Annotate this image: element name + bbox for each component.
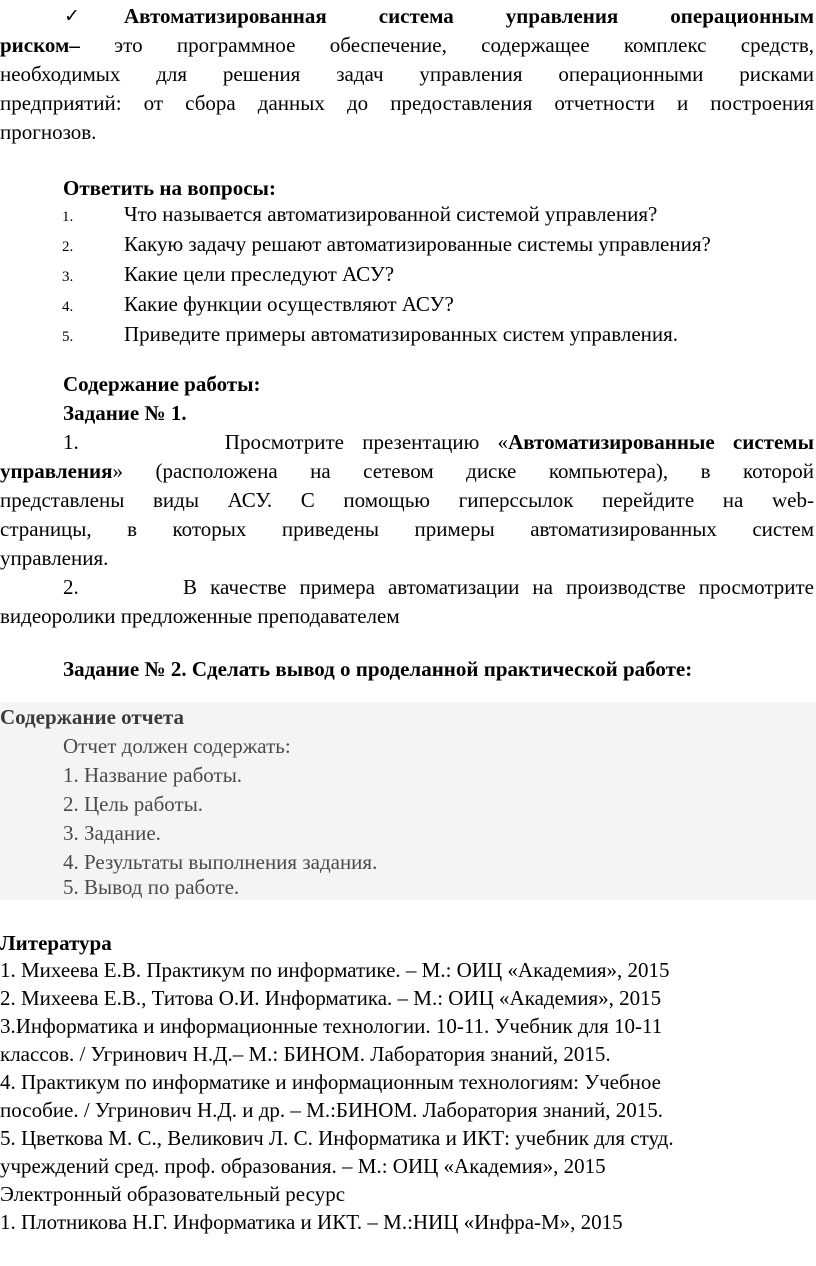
report-item: 1. Название работы.	[63, 763, 243, 787]
question-text: Что называется автоматизированной системой управления?	[124, 202, 658, 226]
report-item: 5. Вывод по работе.	[63, 875, 240, 899]
literature-line: 1. Плотникова Н.Г. Информатика и ИКТ. – М.:НИЦ «Инфра-М», 2015	[0, 1210, 623, 1234]
questions-heading: Ответить на вопросы:	[63, 176, 276, 200]
literature-heading: Литература	[0, 931, 112, 955]
question-number: 3.	[62, 269, 74, 285]
work-heading: Содержание работы:	[63, 372, 261, 396]
report-title: Содержание отчета	[0, 705, 184, 729]
literature-line: пособие. / Угринович Н.Д. и др. – М.:БИНОМ. Лаборатория знаний, 2015.	[0, 1098, 664, 1122]
question-text: Какую задачу решают автоматизированные системы управления?	[124, 232, 711, 256]
presentation-title-end: управления	[0, 459, 113, 483]
presentation-title: Автоматизированные системы	[508, 430, 814, 454]
question-text: Какие цели преследуют АСУ?	[124, 262, 395, 286]
literature-line: 2. Михеева Е.В., Титова О.И. Информатика. – М.: ОИЦ «Академия», 2015	[0, 986, 662, 1010]
literature-line: 4. Практикум по информатике и информационным технологиям: Учебное	[0, 1070, 661, 1094]
question-text: Приведите примеры автоматизированных систем управления.	[124, 322, 679, 346]
task1-line-3: представлены виды АСУ. С помощью гиперссылок перейдите на web-	[0, 488, 814, 512]
report-intro: Отчет должен содержать:	[63, 734, 291, 758]
definition-line-2: риском– это программное обеспечение, содержащее комплекс средств,	[0, 33, 814, 57]
task1-line-2: управления» (расположена на сетевом диске компьютера), в которой	[0, 459, 814, 483]
question-text: Какие функции осуществляют АСУ?	[124, 292, 454, 316]
definition-term: Автоматизированная система управления операционным	[124, 4, 814, 28]
literature-subheading: Электронный образовательный ресурс	[0, 1182, 346, 1206]
report-item: 3. Задание.	[63, 821, 161, 845]
report-item: 4. Результаты выполнения задания.	[63, 850, 378, 874]
literature-line: учреждений сред. проф. образования. – М.: ОИЦ «Академия», 2015	[0, 1154, 606, 1178]
definition-line-5: прогнозов.	[0, 120, 97, 144]
task1-item2-line-2: видеоролики предложенные преподавателем	[0, 604, 400, 628]
task1-line-4: страницы, в которых приведены примеры автоматизированных систем	[0, 517, 814, 541]
question-number: 2.	[62, 239, 74, 255]
question-number: 5.	[62, 329, 74, 345]
task1-item2-line-1: 2. В качестве примера автоматизации на производстве просмотрите	[63, 575, 814, 599]
report-section	[0, 702, 816, 900]
literature-line: 5. Цветкова М. С., Великович Л. С. Информатика и ИКТ: учебник для студ.	[0, 1126, 674, 1150]
literature-line: классов. / Угринович Н.Д.– М.: БИНОМ. Лаборатория знаний, 2015.	[0, 1042, 611, 1066]
definition-term-end: риском–	[0, 33, 80, 57]
report-item: 2. Цель работы.	[63, 792, 204, 816]
checkmark-icon: ✓	[64, 5, 80, 27]
task1-line-1: 1. Просмотрите презентацию «Автоматизированные системы	[63, 430, 814, 454]
task1-line-5: управления.	[0, 546, 109, 570]
task1-heading: Задание № 1.	[63, 401, 187, 425]
literature-line: 1. Михеева Е.В. Практикум по информатике. – М.: ОИЦ «Академия», 2015	[0, 958, 670, 982]
task2-heading: Задание № 2. Сделать вывод о проделанной практической работе:	[63, 657, 693, 681]
definition-line-3: необходимых для решения задач управления операционными рисками	[0, 62, 814, 86]
literature-line: 3.Информатика и информационные технологии. 10-11. Учебник для 10-11	[0, 1014, 663, 1038]
definition-line-1	[124, 2, 814, 31]
question-number: 1.	[62, 209, 74, 225]
question-number: 4.	[62, 299, 74, 315]
definition-line-4: предприятий: от сбора данных до предоставления отчетности и построения	[0, 91, 814, 115]
